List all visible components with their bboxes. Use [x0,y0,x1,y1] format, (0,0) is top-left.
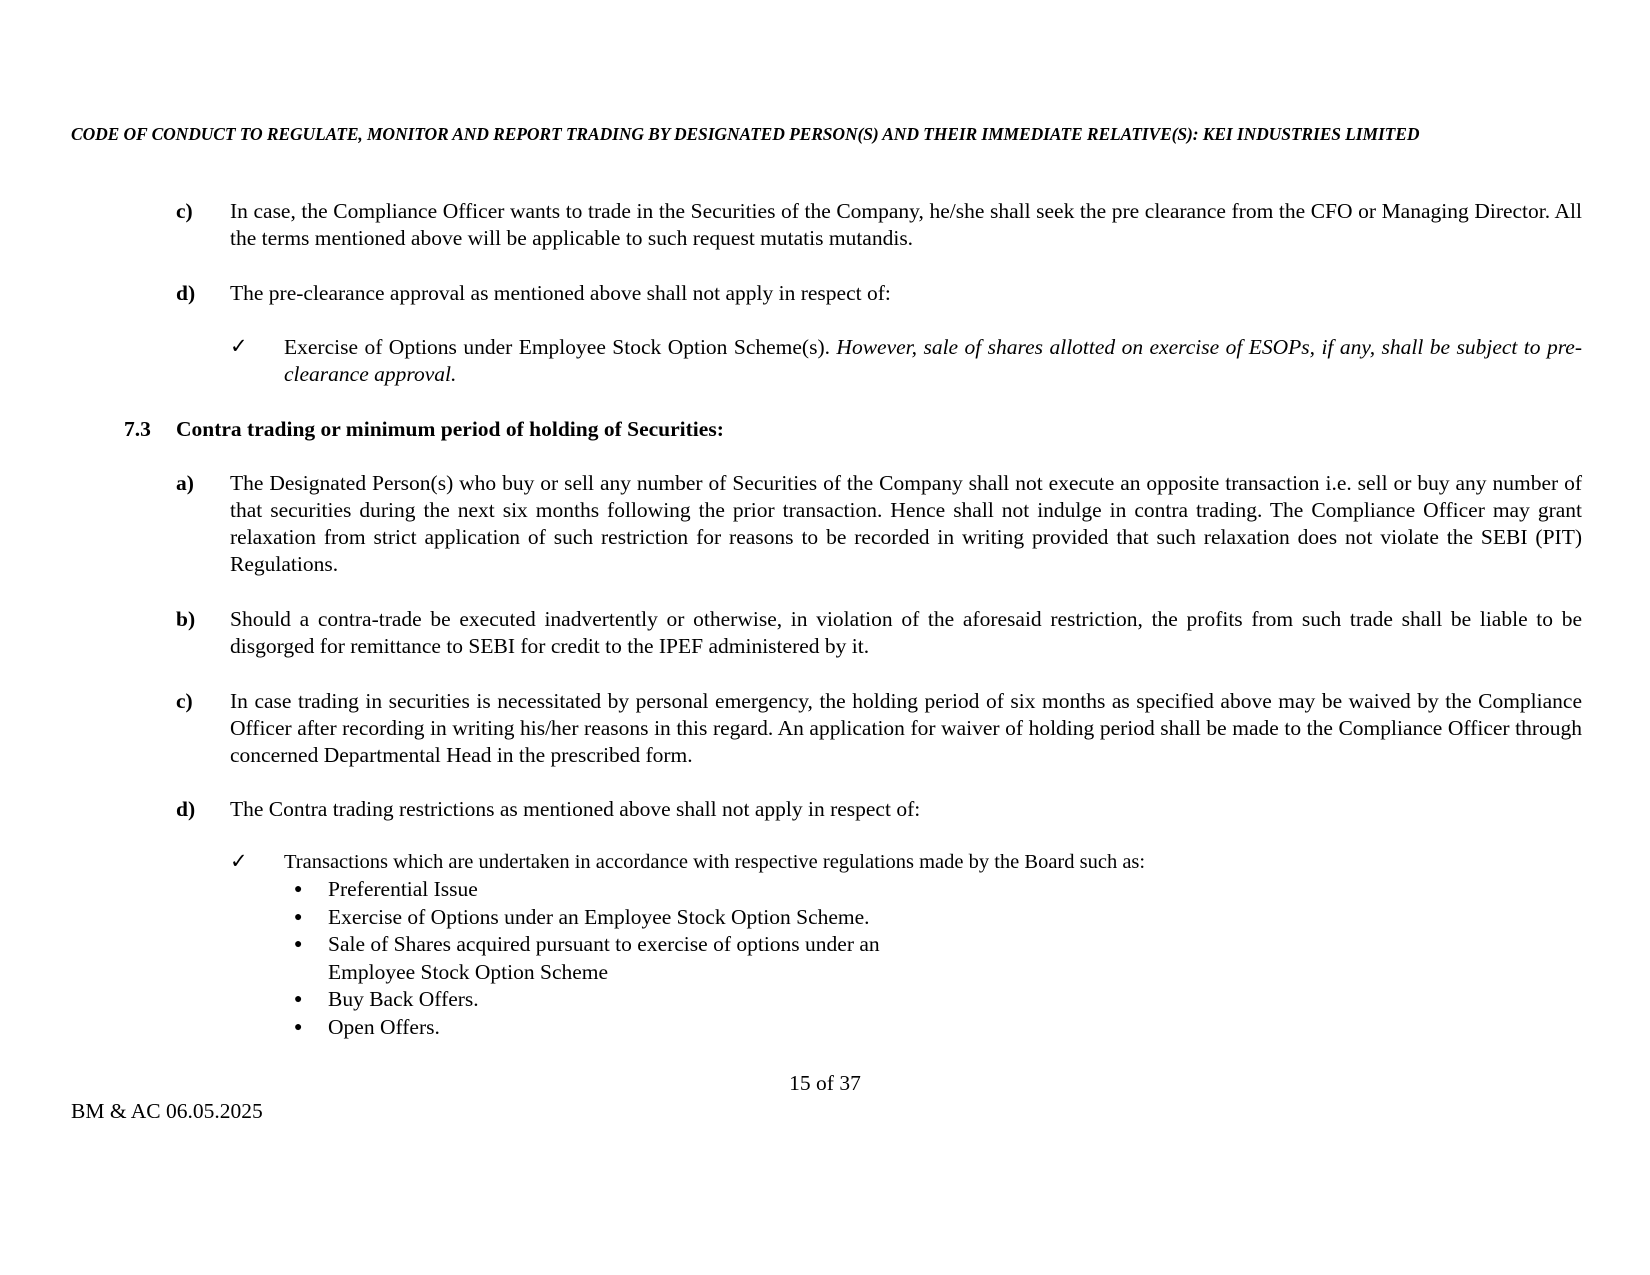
item-label-c: c) [176,199,193,223]
item-label-d: d) [176,281,196,305]
list-item: ● Exercise of Options under an Employee Stock Option Scheme. [284,904,984,932]
list-item: ● Preferential Issue [284,876,984,904]
list-item: ● Buy Back Offers. [284,986,984,1014]
item-label-c: c) [176,689,193,713]
checkmark-icon: ✓ [230,334,248,358]
contra-item-d: The Contra trading restrictions as mentioned above shall not apply in respect of: [230,797,921,821]
page-number: 15 of 37 [789,1071,861,1095]
item-label-a: a) [176,471,194,495]
bullet-icon: ● [294,909,303,925]
checkmark-icon: ✓ [230,849,248,873]
bullet-icon: ● [294,882,303,897]
footer-reference: BM & AC 06.05.2025 [71,1099,263,1123]
contra-item-c: In case trading in securities is necessitated by personal emergency, the holding period of six months as specified above may be waived by the Compliance Officer after recording in writing his/her reasons in this regard. An application for waiver of holding period shall be made to the Compliance Officer through concerned Departmental Head in the prescribed form. [230,689,1582,767]
item-label-b: b) [176,607,196,631]
pre-clearance-item-d: The pre-clearance approval as mentioned above shall not apply in respect of: [230,281,891,305]
contra-item-a: The Designated Person(s) who buy or sell any number of Securities of the Company shall not execute an opposite transaction i.e. sell or buy any number of that securities during the next six months following the prior transaction. Hence shall not indulge in contra trading. The Compliance Officer may grant relaxation from strict application of such restriction for reasons to be recorded in writing provided that such relaxation does not violate the SEBI (PIT) Regulations. [230,471,1582,576]
item-label-d: d) [176,797,196,821]
list-item: ● Sale of Shares acquired pursuant to exercise of options under an Employee Stock Option Scheme [294,932,880,984]
exemption-bullet-list [284,876,984,1041]
contra-exemption: Transactions which are undertaken in accordance with respective regulations made by the Board such as: [284,851,1146,873]
exemption-italic-text: However, sale of shares allotted on exercise of ESOPs, if any, shall be subject to pre-clearance approval. [284,335,1582,386]
section-number: 7.3 [124,417,151,441]
pre-clearance-exemption [284,334,1582,388]
bullet-icon: ● [294,1019,303,1035]
exemption-text: Exercise of Options under Employee Stock Option Scheme(s). [284,335,837,359]
contra-item-b: Should a contra-trade be executed inadvertently or otherwise, in violation of the aforesaid restriction, the profits from such trade shall be liable to be disgorged for remittance to SEBI for credit to the IPEF administered by it. [230,607,1582,658]
pre-clearance-item-c: In case, the Compliance Officer wants to trade in the Securities of the Company, he/she shall seek the pre clearance from the CFO or Managing Director. All the terms mentioned above will be applicable to such request mutatis mutandis. [230,199,1582,250]
list-item: ● Open Offers. [284,1014,984,1042]
bullet-icon: ● [294,937,303,952]
section-title: Contra trading or minimum period of holding of Securities: [176,417,724,441]
bullet-icon: ● [294,992,303,1007]
document-header: CODE OF CONDUCT TO REGULATE, MONITOR AND REPORT TRADING BY DESIGNATED PERSON(S) AND THEIR IMMEDIATE RELATIVE(S): KEI INDUSTRIES LIMITED [71,124,1420,144]
